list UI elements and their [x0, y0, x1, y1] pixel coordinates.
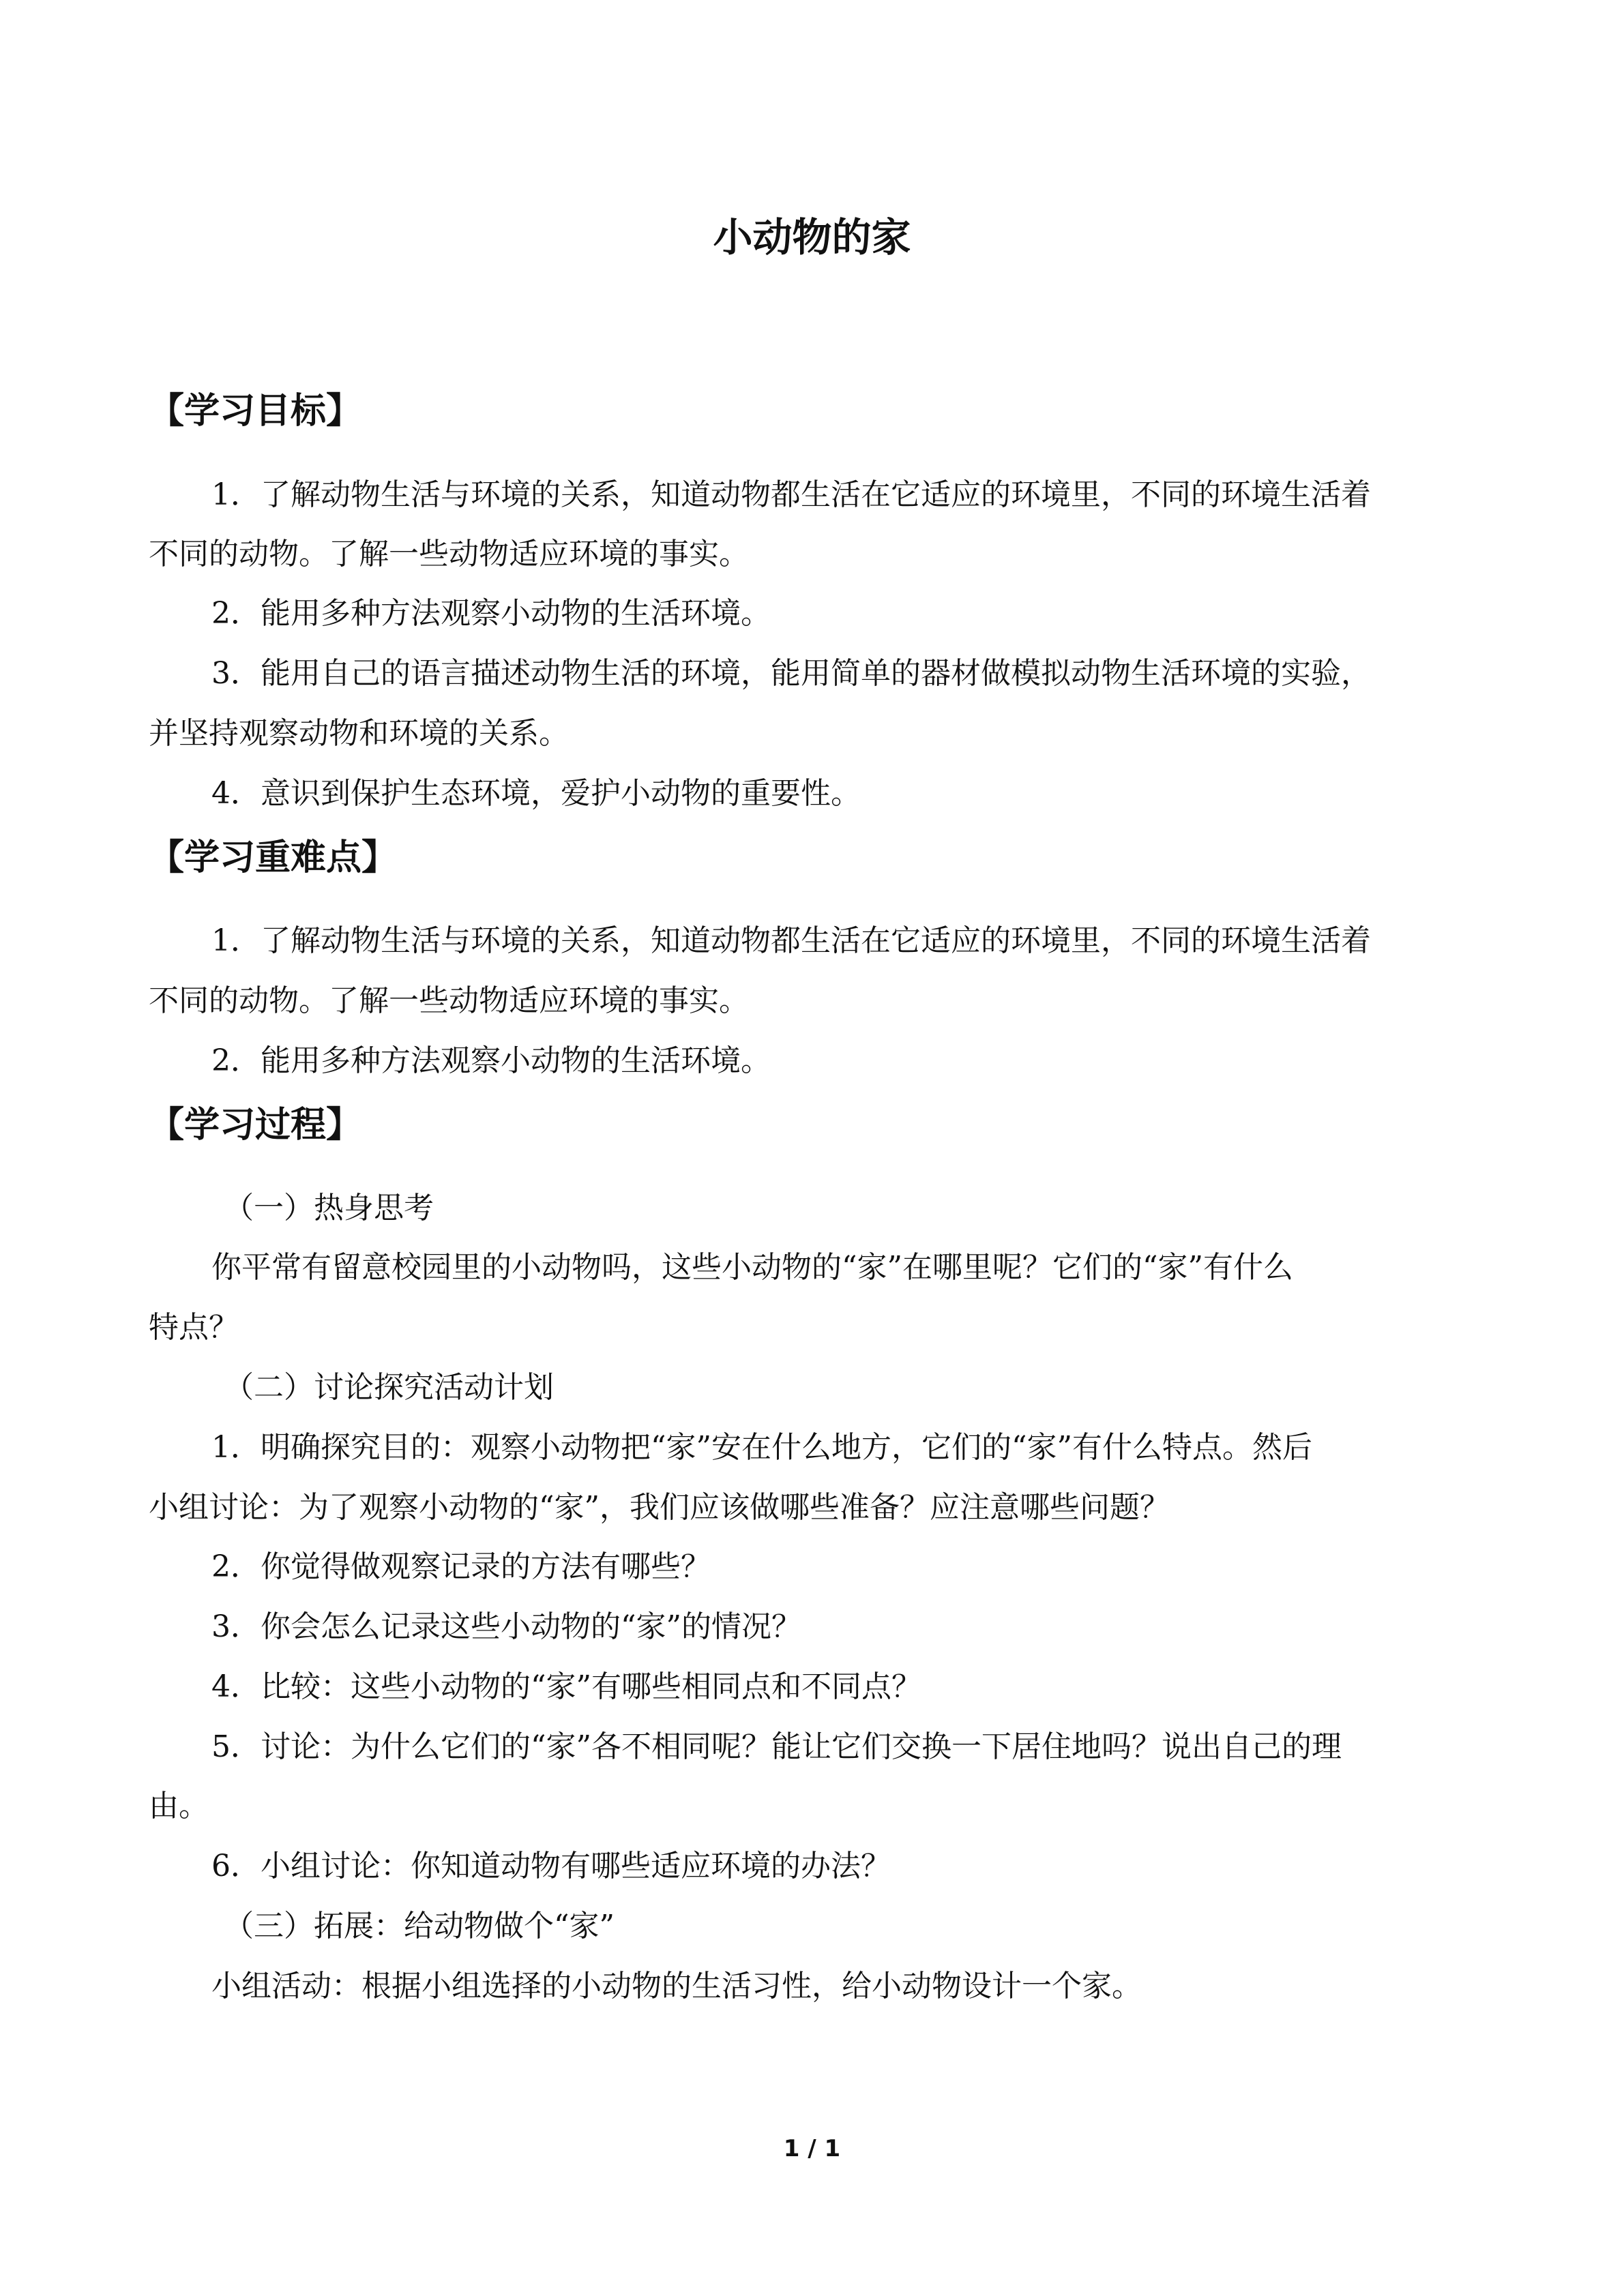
- subsection-title: （三）拓展：给动物做个“家”: [224, 1909, 615, 1943]
- page-number: 1 / 1: [783, 2135, 841, 2162]
- paragraph-line: 由。: [149, 1789, 209, 1823]
- page-title: 小动物的家: [713, 214, 911, 260]
- subsection-title: （二）讨论探究活动计划: [224, 1370, 554, 1405]
- paragraph-line: 不同的动物。了解一些动物适应环境的事实。: [149, 983, 749, 1018]
- paragraph-line: 2．能用多种方法观察小动物的生活环境。: [211, 596, 771, 631]
- paragraph-line: 小组活动：根据小组选择的小动物的生活习性，给小动物设计一个家。: [211, 1969, 1142, 2003]
- paragraph-line: 1．了解动物生活与环境的关系，知道动物都生活在它适应的环境里，不同的环境生活着: [211, 477, 1371, 512]
- section-heading-process: 【学习过程】: [149, 1105, 362, 1146]
- paragraph-line: 1．明确探究目的：观察小动物把“家”安在什么地方，它们的“家”有什么特点。然后: [211, 1430, 1312, 1465]
- paragraph-line: 1．了解动物生活与环境的关系，知道动物都生活在它适应的环境里，不同的环境生活着: [211, 923, 1371, 958]
- paragraph-line: 6．小组讨论：你知道动物有哪些适应环境的办法？: [211, 1849, 891, 1883]
- paragraph-line: 2．你觉得做观察记录的方法有哪些？: [211, 1549, 711, 1584]
- paragraph-line: 特点？: [149, 1310, 239, 1345]
- paragraph-line: 4．比较：这些小动物的“家”有哪些相同点和不同点？: [211, 1669, 921, 1704]
- subsection-title: （一）热身思考: [224, 1191, 434, 1225]
- section-heading-objectives: 【学习目标】: [149, 391, 362, 432]
- paragraph-line: 3．能用自己的语言描述动物生活的环境，能用简单的器材做模拟动物生活环境的实验，: [211, 656, 1371, 691]
- paragraph-line: 4．意识到保护生态环境，爱护小动物的重要性。: [211, 776, 861, 811]
- paragraph-line: 不同的动物。了解一些动物适应环境的事实。: [149, 537, 749, 571]
- section-heading-key-points: 【学习重难点】: [149, 837, 398, 878]
- paragraph-line: 并坚持观察动物和环境的关系。: [149, 716, 569, 751]
- paragraph-line: 2．能用多种方法观察小动物的生活环境。: [211, 1043, 771, 1078]
- paragraph-line: 小组讨论：为了观察小动物的“家”，我们应该做哪些准备？应注意哪些问题？: [149, 1490, 1170, 1525]
- paragraph-line: 你平常有留意校园里的小动物吗，这些小动物的“家”在哪里呢？它们的“家”有什么: [211, 1250, 1293, 1285]
- paragraph-line: 5．讨论：为什么它们的“家”各不相同呢？能让它们交换一下居住地吗？说出自己的理: [211, 1729, 1342, 1764]
- paragraph-line: 3．你会怎么记录这些小动物的“家”的情况？: [211, 1609, 801, 1644]
